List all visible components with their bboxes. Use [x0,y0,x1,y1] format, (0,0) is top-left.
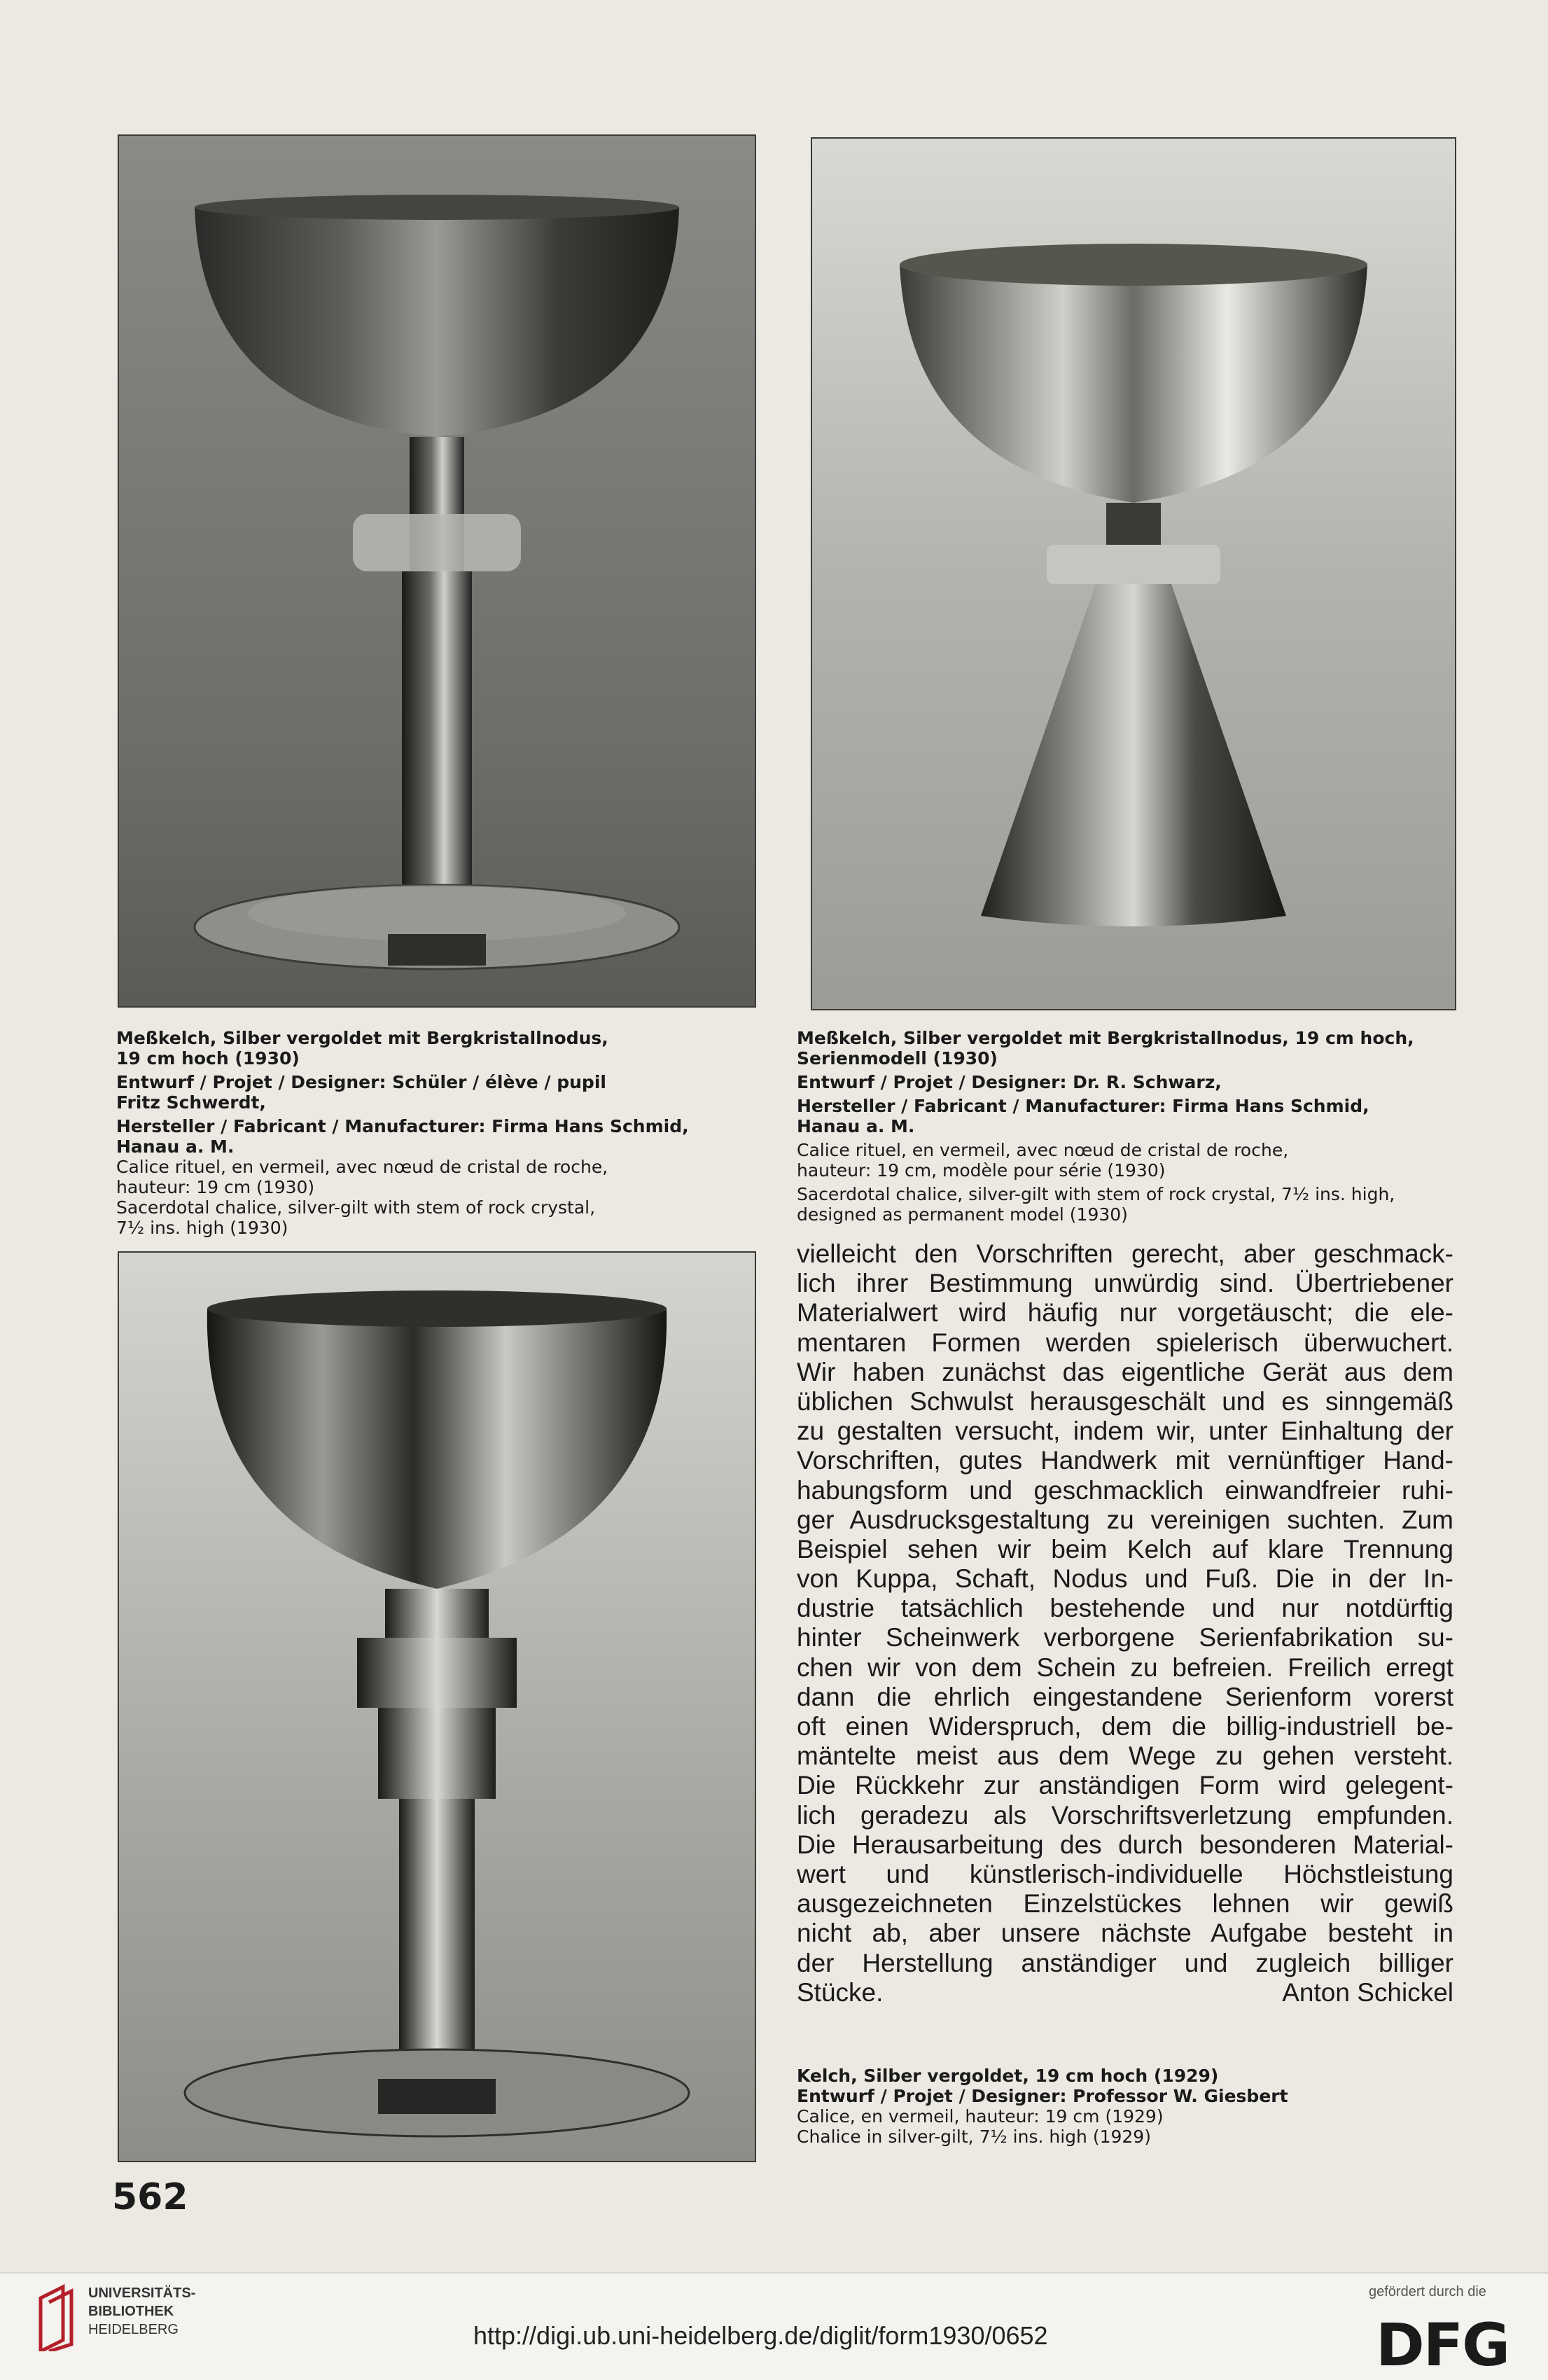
university-library-logo-icon [35,2284,80,2355]
body-line: ausgezeichneten Einzelstückes lehnen wir gewiß [797,1889,1453,1919]
body-line: lich geradezu als Vorschriftsverletzung empfunden. [797,1800,1453,1830]
source-url-link[interactable]: http://digi.ub.uni-heidelberg.de/diglit/form1930/0652 [473,2321,1048,2350]
body-line: hinter Scheinwerk verborgene Serienfabrikation su- [797,1623,1453,1652]
caption-photo-1 [116,1028,760,1238]
body-line: von Kuppa, Schaft, Nodus und Fuß. Die in der In- [797,1564,1453,1594]
library-name-line-2: BIBLIOTHEK [88,2304,174,2319]
body-line: dustrie tatsächlich bestehende und nur notdürftig [797,1594,1453,1623]
library-name-line-1: UNIVERSITÄTS- [88,2285,196,2301]
body-line: Vorschriften, gutes Handwerk mit vernünftiger Hand- [797,1446,1453,1475]
caption-title: Meßkelch, Silber vergoldet mit Bergkristallnodus, 19 cm hoch, [797,1028,1414,1048]
body-line: wert und künstlerisch-individuelle Höchstleistung [797,1859,1453,1888]
article-body [797,1239,1453,2007]
body-line: mentaren Formen werden spielerisch überwuchert. [797,1328,1453,1357]
body-line: chen wir von dem Schein zu befreien. Freilich erregt [797,1652,1453,1682]
caption-designer: Entwurf / Projet / Designer: Dr. R. Schwarz, [797,1072,1222,1092]
body-last-line [797,1978,1453,2007]
caption-designer-cont: Fritz Schwerdt, [116,1092,266,1113]
caption-manufacturer: Hersteller / Fabricant / Manufacturer: Firma Hans Schmid, [116,1116,689,1136]
body-line: Die Rückkehr zur anständigen Form wird gelegent- [797,1771,1453,1800]
caption-french-cont: hauteur: 19 cm, modèle pour série (1930) [797,1160,1166,1181]
funding-note: gefördert durch die [1369,2284,1486,2299]
photo-chalice-giesbert [118,1251,756,2162]
caption-french: Calice rituel, en vermeil, avec nœud de cristal de roche, [797,1140,1289,1160]
photo-chalice-schwerdt [118,134,756,1008]
caption-title-cont: Serienmodell (1930) [797,1048,998,1069]
caption-french: Calice, en vermeil, hauteur: 19 cm (1929) [797,2106,1164,2127]
dfg-logo: DFG [1376,2311,1509,2379]
body-line: lich ihrer Bestimmung unwürdig sind. Übertriebener [797,1269,1453,1298]
caption-photo-2 [797,1028,1469,1225]
body-line: Die Herausarbeitung des durch besonderen Material- [797,1830,1453,1859]
caption-designer: Entwurf / Projet / Designer: Schüler / élève / pupil [116,1072,606,1092]
body-line: dann die ehrlich eingestandene Serienform vorerst [797,1682,1453,1711]
body-line: oft einen Widerspruch, dem die billig-industriell be- [797,1712,1453,1741]
library-name-line-3: HEIDELBERG [88,2322,179,2337]
caption-manufacturer-cont: Hanau a. M. [116,1136,235,1157]
body-line: der Herstellung anständiger und zugleich billiger [797,1948,1453,1977]
caption-english-cont: designed as permanent model (1930) [797,1204,1128,1225]
body-line: üblichen Schwulst herausgeschält und es sinngemäß [797,1386,1453,1416]
caption-english: Sacerdotal chalice, silver-gilt with stem of rock crystal, [116,1197,596,1218]
caption-english: Chalice in silver-gilt, 7½ ins. high (1929) [797,2127,1151,2147]
footer-divider [0,2272,1548,2274]
caption-photo-3 [797,2066,1469,2147]
caption-title: Meßkelch, Silber vergoldet mit Bergkristallnodus, [116,1028,608,1048]
caption-french: Calice rituel, en vermeil, avec nœud de cristal de roche, [116,1157,608,1177]
caption-english: Sacerdotal chalice, silver-gilt with stem of rock crystal, 7½ ins. high, [797,1184,1395,1204]
body-line: nicht ab, aber unsere nächste Aufgabe besteht in [797,1919,1453,1948]
caption-manufacturer-cont: Hanau a. M. [797,1116,915,1136]
caption-manufacturer: Hersteller / Fabricant / Manufacturer: Firma Hans Schmid, [797,1096,1369,1116]
body-line: zu gestalten versucht, indem wir, unter Einhaltung der [797,1417,1453,1446]
body-line: Beispiel sehen wir beim Kelch auf klare Trennung [797,1534,1453,1564]
caption-english-cont: 7½ ins. high (1930) [116,1218,288,1238]
caption-designer: Entwurf / Projet / Designer: Professor W. Giesbert [797,2086,1288,2106]
article-author: Anton Schickel [1282,1977,1453,2007]
caption-title: Kelch, Silber vergoldet, 19 cm hoch (1929) [797,2066,1219,2086]
body-line: Stücke. [797,1977,884,2007]
library-name [88,2284,195,2339]
body-line: ger Ausdrucksgestaltung zu vereinigen suchten. Zum [797,1505,1453,1534]
caption-french-cont: hauteur: 19 cm (1930) [116,1177,315,1197]
body-line: Materialwert wird häufig nur vorgetäuscht; die ele- [797,1298,1453,1328]
body-line: mäntelte meist aus dem Wege zu gehen versteht. [797,1741,1453,1771]
body-line: vielleicht den Vorschriften gerecht, aber geschmack- [797,1239,1453,1268]
photo-chalice-schwarz [811,137,1456,1010]
caption-title-cont: 19 cm hoch (1930) [116,1048,300,1069]
body-line: habungsform und geschmacklich einwandfreier ruhi- [797,1475,1453,1505]
body-line: Wir haben zunächst das eigentliche Gerät aus dem [797,1357,1453,1386]
page-number: 562 [112,2176,188,2218]
